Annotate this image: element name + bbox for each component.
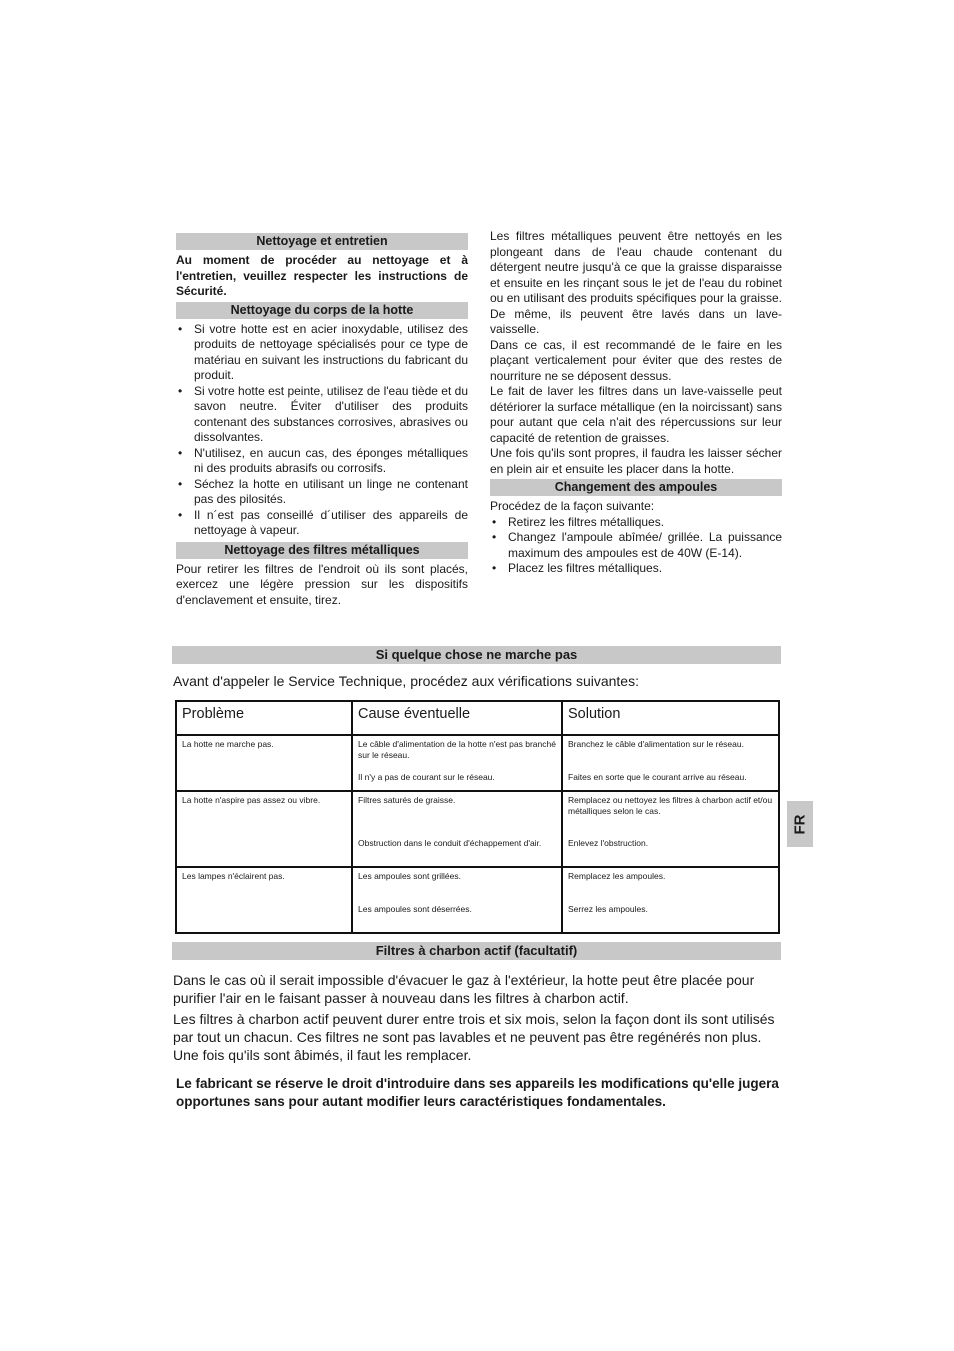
solution-text: Remplacez ou nettoyez les filtres à charbon actif et/ou métalliques selon le cas. [568, 795, 773, 816]
solution-text: Enlevez l'obstruction. [568, 838, 649, 848]
solution-text: Faites en sorte que le courant arrive au réseau. [568, 771, 747, 782]
problem-text: La hotte n'aspire pas assez ou vibre. [182, 795, 321, 805]
solution-cell [562, 735, 779, 791]
filters-removal-text: Pour retirer les filtres de l'endroit où ils sont placés, exercez une légère pression sur les dispositifs d'enclavement et ensuite, tirez. [176, 561, 468, 607]
cause-text: Les ampoules sont déserrées. [358, 903, 472, 914]
language-label: FR [791, 814, 809, 834]
table-row [176, 735, 779, 791]
troubleshooting-intro: Avant d'appeler le Service Technique, procédez aux vérifications suivantes: [173, 673, 639, 689]
table-header-row [176, 701, 779, 735]
list-item: • Séchez la hotte en utilisant un linge ne contenant pas des pilosités. [176, 477, 468, 508]
solution-cell [562, 867, 779, 933]
list-item: • N'utilisez, en aucun cas, des éponges métalliques ni des produits abrasifs ou corrosifs. [176, 446, 468, 477]
body-cleaning-list [176, 322, 468, 539]
problem-cell [176, 867, 352, 933]
heading-metal-filters: Nettoyage des filtres métalliques [176, 542, 468, 559]
cause-text: Il n'y a pas de courant sur le réseau. [358, 772, 495, 782]
list-item: • Placez les filtres métalliques. [490, 561, 782, 577]
language-tab [787, 801, 813, 847]
problem-cell [176, 791, 352, 867]
filters-dishwasher-text: Le fait de laver les filtres dans un lave-vaisselle peut détériorer la surface métallique (en la noircissant) sans pour autant que cela n'ait des répercussions sur leur capacité de retention de graisses. [490, 384, 782, 445]
list-item: • Il n´est pas conseillé d´utiliser des appareils de nettoyage à vapeur. [176, 508, 468, 539]
table-row [176, 791, 779, 867]
heading-cleaning: Nettoyage et entretien [176, 233, 468, 250]
safety-note: Au moment de procéder au nettoyage et à l'entretien, veuillez respecter les instructions de Sécurité. [176, 253, 468, 298]
troubleshooting-table [175, 700, 780, 934]
filters-dry-text: Une fois qu'ils sont propres, il faudra les laisser sécher en plein air et ensuite les placer dans la hotte. [490, 446, 782, 476]
column-header-problem: Problème [176, 701, 352, 735]
filters-vertical-text: Dans ce cas, il est recommandé de le faire en les plaçant verticalement pour éviter que des restes de nourriture ne se déposent dessus. [490, 337, 782, 383]
solution-cell [562, 791, 779, 867]
carbon-filters-text-1: Dans le cas où il serait impossible d'évacuer le gaz à l'extérieur, la hotte peut être placée pour purifier l'air en le faisant passer à nouveau dans les filtres à charbon actif. [173, 972, 755, 1006]
manufacturer-disclaimer: Le fabricant se réserve le droit d'introduire dans ses appareils les modifications qu'elle jugera opportunes sans pour autant modifier leurs caractéristiques fondamentales. [176, 1076, 779, 1109]
filters-wash-text: Les filtres métalliques peuvent être nettoyés en les plongeant dans de l'eau chaude contenant du détergent neutre jusqu'à ce que la graisse disparaisse et ensuite en les rinçant sous le jet de l'eau du robinet ou en utilisant des produits spécifiques pour la graisse. De même, ils peuvent être lavés dans un lave-vaisselle. [490, 229, 782, 336]
heading-bulbs: Changement des ampoules [490, 479, 782, 496]
right-column [490, 229, 782, 580]
problem-text: Les lampes n'éclairent pas. [182, 871, 285, 881]
heading-carbon-filters: Filtres à charbon actif (facultatif) [172, 942, 781, 960]
cause-text: Obstruction dans le conduit d'échappement d'air. [358, 837, 542, 848]
heading-hood-body: Nettoyage du corps de la hotte [176, 302, 468, 319]
list-item: • Retirez les filtres métalliques. [490, 515, 782, 531]
table-row [176, 867, 779, 933]
cause-text: Filtres saturés de graisse. [358, 795, 456, 805]
cause-cell [352, 791, 562, 867]
list-item: • Si votre hotte est peinte, utilisez de l'eau tiède et du savon neutre. Éviter d'utiliser des produits contenant des substances corrosives, abrasives ou dissolvantes. [176, 384, 468, 446]
solution-text: Serrez les ampoules. [568, 903, 648, 914]
cause-cell [352, 867, 562, 933]
list-item: • Si votre hotte est en acier inoxydable, utilisez des produits de nettoyage spécialisés pour ce type de matériau en suivant les instructions du fabricant du produit. [176, 322, 468, 384]
carbon-filters-text-2: Les filtres à charbon actif peuvent durer entre trois et six mois, selon la façon dont ils sont utilisés par tout un chacun. Ces filtres ne sont pas lavables et ne peuvent pas être regénérés non plus. Une fois qu'ils sont âbimés, il faut les remplacer. [173, 1011, 775, 1063]
heading-troubleshooting: Si quelque chose ne marche pas [172, 646, 781, 664]
problem-cell [176, 735, 352, 791]
solution-text: Branchez le câble d'alimentation sur le réseau. [568, 739, 744, 749]
cause-text: Le câble d'alimentation de la hotte n'est pas branché sur le réseau. [358, 739, 556, 760]
cause-cell [352, 735, 562, 791]
bulbs-intro: Procédez de la façon suivante: [490, 499, 655, 513]
problem-text: La hotte ne marche pas. [182, 739, 274, 749]
solution-text: Remplacez les ampoules. [568, 871, 666, 881]
cause-text: Les ampoules sont grillées. [358, 871, 462, 881]
list-item: • Changez l'ampoule abîmée/ grillée. La puissance maximum des ampoules est de 40W (E-14). [490, 530, 782, 561]
column-header-cause: Cause éventuelle [352, 701, 562, 735]
left-column [176, 231, 468, 608]
bulbs-list [490, 515, 782, 577]
column-header-solution: Solution [562, 701, 779, 735]
